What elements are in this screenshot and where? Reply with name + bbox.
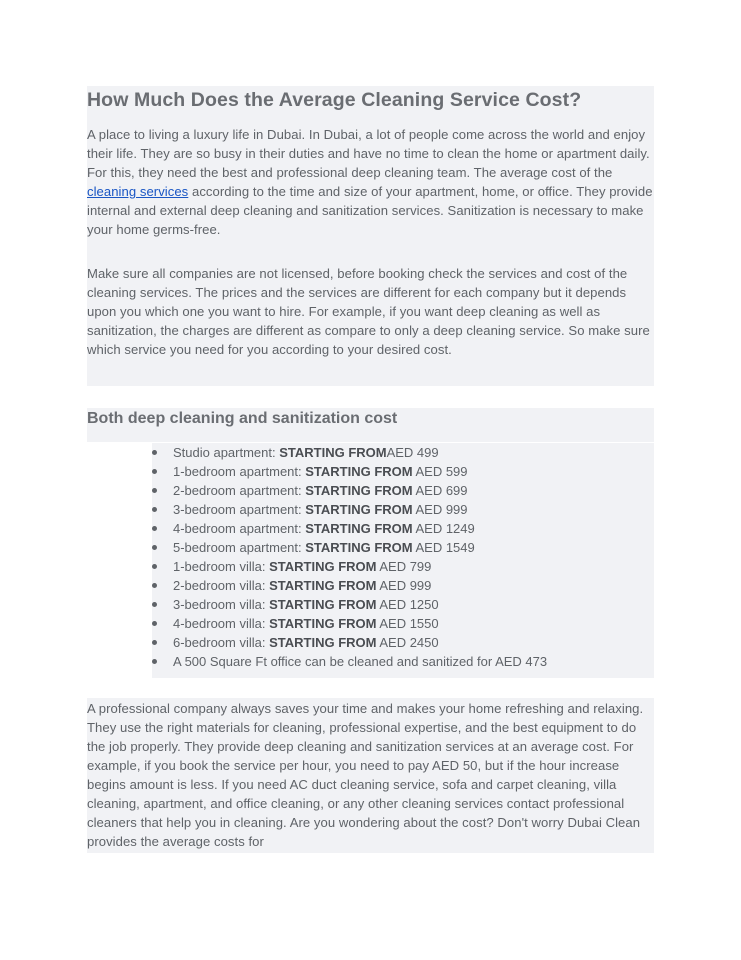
bullet-icon	[152, 640, 157, 645]
item-label: 4-bedroom villa:	[173, 616, 270, 631]
starting-from-label: STARTING FROM	[305, 540, 413, 555]
starting-from-label: STARTING FROM	[269, 597, 377, 612]
article-title: How Much Does the Average Cleaning Service Cost?	[87, 89, 582, 111]
item-price: AED 1549	[412, 540, 475, 555]
item-price: AED 799	[376, 559, 432, 574]
item-label: Studio apartment:	[173, 445, 280, 460]
cost-subheading: Both deep cleaning and sanitization cost	[87, 410, 398, 427]
item-price: AED 699	[412, 483, 468, 498]
closing-paragraph: A professional company always saves your time and makes your home refreshing and relaxing. They use the right materials for cleaning, professional expertise, and the best equipment to do the job properly. They provide deep cleaning and sanitization services at an average cost. For example, if you book the service per hour, you need to pay AED 50, but if the hour increase begins amount is less. If you need AC duct cleaning service, sofa and carpet cleaning, villa cleaning, apartment, and office cleaning, or any other cleaning services contact professional cleaners that help you in cleaning. Are you wondering about the cost? Don't worry Dubai Clean provides the average costs for	[87, 701, 644, 849]
closing-section	[87, 698, 654, 853]
item-label: 3-bedroom villa:	[173, 597, 270, 612]
item-price: AED 599	[412, 464, 468, 479]
intro-section	[87, 86, 654, 386]
cleaning-services-link[interactable]: cleaning services	[87, 184, 189, 199]
intro-paragraph	[87, 125, 654, 239]
bullet-icon	[152, 621, 157, 626]
item-price: AED 999	[376, 578, 432, 593]
price-list	[152, 443, 654, 671]
price-list-item	[152, 443, 654, 462]
item-label: 3-bedroom apartment:	[173, 502, 306, 517]
price-list-item	[152, 576, 654, 595]
price-list-item	[152, 614, 654, 633]
item-label: 2-bedroom apartment:	[173, 483, 306, 498]
price-list-item	[152, 652, 654, 671]
starting-from-label: STARTING FROM	[305, 521, 413, 536]
starting-from-label: STARTING FROM	[269, 559, 377, 574]
bullet-icon	[152, 564, 157, 569]
price-list-item	[152, 462, 654, 481]
intro-text-end: according to the time and size of your apartment, home, or office. They provide internal and external deep cleaning and sanitization services. Sanitization is necessary to make your home germs-free.	[87, 184, 653, 237]
bullet-icon	[152, 507, 157, 512]
starting-from-label: STARTING FROM	[269, 635, 377, 650]
bullet-icon	[152, 488, 157, 493]
licensing-paragraph: Make sure all companies are not licensed, before booking check the services and cost of the cleaning services. The prices and the services are different for each company but it depends upon you which one you want to hire. For example, if you want deep cleaning as well as sanitization, the charges are different as compare to only a deep cleaning service. So make sure which service you need for you according to your desired cost.	[87, 266, 650, 357]
bullet-icon	[152, 659, 157, 664]
starting-from-label: STARTING FROM	[269, 578, 377, 593]
bullet-icon	[152, 545, 157, 550]
bullet-icon	[152, 583, 157, 588]
subheading-band	[87, 408, 654, 442]
bullet-icon	[152, 469, 157, 474]
price-list-item	[152, 557, 654, 576]
item-price: AED 499	[386, 445, 439, 460]
item-label: 4-bedroom apartment:	[173, 521, 306, 536]
item-label: 1-bedroom villa:	[173, 559, 270, 574]
item-price: AED 1250	[376, 597, 439, 612]
starting-from-label: STARTING FROM	[269, 616, 377, 631]
price-list-item	[152, 595, 654, 614]
starting-from-label: STARTING FROM	[305, 483, 413, 498]
item-price: AED 1550	[376, 616, 439, 631]
item-label: A 500 Square Ft office can be cleaned and sanitized for AED 473	[173, 654, 548, 669]
starting-from-label: STARTING FROM	[279, 445, 387, 460]
item-price: AED 999	[412, 502, 468, 517]
item-price: AED 2450	[376, 635, 439, 650]
starting-from-label: STARTING FROM	[305, 464, 413, 479]
intro-text-start: A place to living a luxury life in Dubai. In Dubai, a lot of people come across the world and enjoy their life. They are so busy in their duties and have no time to clean the home or apartment daily. For this, they need the best and professional deep cleaning team. The average cost of the	[87, 127, 650, 180]
starting-from-label: STARTING FROM	[305, 502, 413, 517]
price-list-item	[152, 481, 654, 500]
price-list-item	[152, 500, 654, 519]
price-list-item	[152, 633, 654, 652]
item-label: 6-bedroom villa:	[173, 635, 270, 650]
bullet-icon	[152, 602, 157, 607]
item-label: 5-bedroom apartment:	[173, 540, 306, 555]
bullet-icon	[152, 450, 157, 455]
bullet-icon	[152, 526, 157, 531]
price-list-item	[152, 538, 654, 557]
item-label: 1-bedroom apartment:	[173, 464, 306, 479]
item-label: 2-bedroom villa:	[173, 578, 270, 593]
price-list-band	[152, 443, 654, 678]
price-list-item	[152, 519, 654, 538]
item-price: AED 1249	[412, 521, 475, 536]
